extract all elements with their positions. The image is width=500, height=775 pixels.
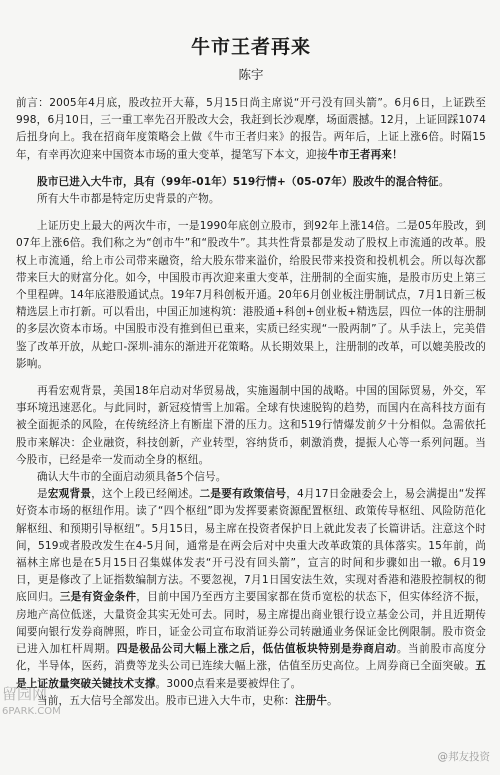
thesis-tail: 。 (438, 175, 450, 188)
signals-mid-3: ，目前中国乃至西方主要国家都在货币宽松的状态下，但实体经济不振，房地产高位低迷，大量资金其实无处可去。同时，易主席提出商业银行设立基金公司，并且近期传闻要向银行发券商牌照，昨日，证金公司宣布取消证券公司转融通业务保证金比例限制。股市资金已进入加杠杆周期。 (16, 591, 486, 656)
preface-paragraph (16, 95, 486, 164)
paragraph-history: 上证历史上最大的两次牛市，一是1990年底创立股市，到92年上涨14倍。二是05年股改，到07年上涨6倍。我们称之为“创市牛”和“股改牛”。其共性背景都是发动了股权上市流通的改革。股权上市流通，给上市公司带来融资，给大股东带来溢价，给股民带来投资和投机机会。所以每次都带来巨大的财富分化。如今，中国股市再次迎来重大变革，注册制的全面实施，是股市历史上第三个里程碑。14年底港股通试点。19年7月科创板开通。20年6月创业板注册制试点，7月1日新三板精选层上市打新。可以看出，中国正加速构筑：港股通+科创+创业板+精选层，四位一体的注册制的多层次资本市场。中国股市没有推到但已重来，实质已经实现“一股两制”了。从手法上，完美借鉴了改革开放，从蛇口-深圳-浦东的渐进开花策略。从长期效果上，注册制的改革，可以媲美股改的影响。 (16, 220, 486, 370)
signal-4-bold: 四是极品公司大幅上涨之后，低估值板块特别是券商启动 (116, 643, 397, 656)
conclusion-pre: 当前，五大信号全部发出。股市已进入大牛市，史称： (37, 694, 295, 707)
article-title: 牛市王者再来 (190, 36, 311, 58)
signals-mid-1: ，这个上段已经阐述。 (91, 488, 200, 501)
signals-mid-4: 。当前股市高度分化，半导体，医药，消费等龙头公司已连续大幅上涨，估值至历史高位。上周券商已全面突破。 (16, 643, 486, 673)
watermark-left-bottom: 6PARK.COM (2, 706, 61, 717)
paragraph-history-intro: 所有大牛市都是特定历史背景的产物。 (37, 193, 220, 206)
paragraph-signals (16, 486, 486, 692)
signal-1-bold: 宏观背景 (47, 488, 92, 501)
preface-bold-end: 牛市王者再来！ (327, 148, 403, 161)
article-author: 陈宇 (238, 67, 264, 82)
watermark-left (2, 685, 61, 721)
paragraph-conclusion (16, 693, 486, 710)
signals-tail: 。3000点看来是要被焊住了。 (155, 677, 302, 690)
signal-2-bold: 二是要有政策信号 (199, 488, 287, 501)
thesis-bold: 股市已进入大牛市，具有（99年-01年）519行情+（05-07年）股改牛的混合特征 (37, 175, 439, 188)
signal-5-bold: 五是上证放量突破关键技术支撑 (16, 660, 486, 690)
watermark-right: @邦友投资 (437, 751, 490, 763)
paragraph-macro: 再看宏观背景，美国18年启动对华贸易战，实施遏制中国的战略。中国的国际贸易，外交，军事环境迅速恶化。与此同时，新冠疫情雪上加霜。全球有快速脱钩的趋势，而国内在高科技方面有被全面扼杀的风险，在传统经济上有断崖下滑的压力。这和519行情爆发前夕十分相似。急需依托股市来解决：企业融资，科技创新，产业转型，容纳货币，刺激消费，提振人心等一系列问题。当今股市，已经是牵一发而动全身的枢纽。 (16, 385, 486, 466)
watermark-left-top: 留园网 (2, 685, 48, 703)
thesis-paragraph (16, 174, 486, 191)
signals-mid-2: ，4月17日金融委会上，易会满提出“发挥好资本市场的枢纽作用。读了“四个枢纽”即为发挥要素资源配置枢纽、政策传导枢纽、风险防范化解枢纽、和预期引导枢纽”。5月15日，易主席在投资者保护日上就此发表了长篇讲话。注意这个时间，519或者股改发生在4-5月间，通常是在两会后对中央重大改革政策的具体落实。15年前，尚福林主席也是在5月15日召集媒体发表“开弓没有回头箭”，宣言的时间和步骤如出一辙。6月19日，更是修改了上证指数编制方法。不要忽视，7月1日国安法生效，实现对香港和港股控制权的彻底回归。 (16, 488, 487, 604)
paragraph-signals-intro: 确认大牛市的全面启动须具备5个信号。 (37, 471, 227, 484)
conclusion-tail: 。 (327, 694, 338, 707)
conclusion-bold: 注册牛 (294, 694, 328, 707)
signals-pre: 是 (37, 488, 48, 501)
preface-text: 前言：2005年4月底，股改拉开大幕，5月15日尚主席说“开弓没有回头箭”。6月6日，上证跌至998，6月10日，三一重工率先召开股改大会，我赶到长沙观摩，场面震撼。12月，上证回踩1074后扭身向上。我在招商年度策略会上做《牛市王者归来》的报告。两年后，上证上涨6倍。时隔15年，有幸再次迎来中国资本市场的重大变革，提笔写下本文，迎接 (16, 97, 486, 161)
signal-3-bold: 三是有资金条件 (59, 591, 137, 604)
